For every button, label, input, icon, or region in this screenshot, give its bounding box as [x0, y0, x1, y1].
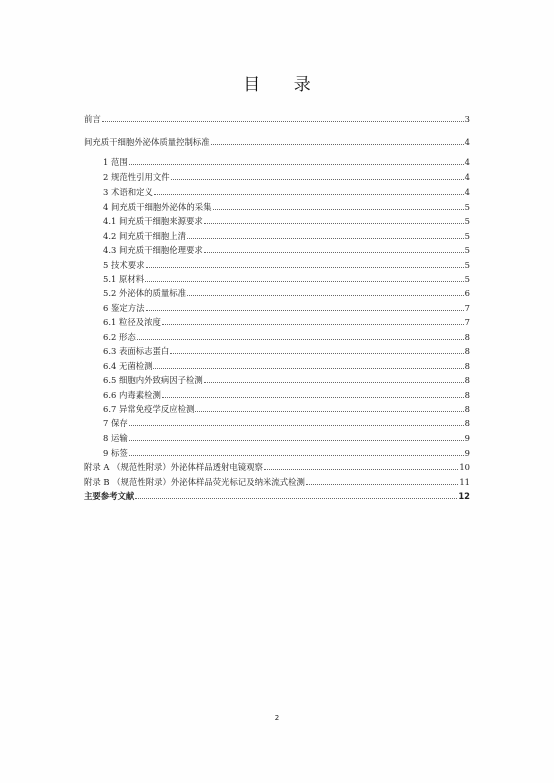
toc-page-number: 3: [464, 114, 470, 124]
toc-entry-preface[interactable]: [84, 112, 470, 125]
toc-page-number: 6: [464, 288, 470, 298]
toc-entry-references[interactable]: [84, 489, 470, 502]
toc-entry-standard[interactable]: [84, 135, 470, 148]
toc-page-number: 4: [464, 172, 470, 182]
toc-entry-6-1[interactable]: [103, 315, 470, 328]
toc-entry-4-2[interactable]: [103, 229, 470, 242]
toc-leader-dots: [154, 194, 464, 195]
toc-entry-appendix-a[interactable]: [84, 460, 470, 473]
toc-leader-dots: [170, 353, 463, 354]
toc-entry-label: 4 间充质干细胞外泌体的采集: [103, 202, 212, 212]
toc-leader-dots: [145, 281, 464, 282]
toc-leader-dots: [171, 179, 464, 180]
toc-entry-label: 前言: [84, 114, 101, 124]
toc-leader-dots: [264, 469, 458, 470]
toc-leader-dots: [204, 223, 464, 224]
toc-entry-label: 2 规范性引用文件: [103, 172, 170, 182]
toc-page-number: 5: [464, 216, 470, 226]
toc-leader-dots: [162, 324, 464, 325]
toc-entry-label: 间充质干细胞外泌体质量控制标准: [84, 137, 210, 147]
toc-entry-6-5[interactable]: [103, 373, 470, 386]
toc-entry-3[interactable]: [103, 185, 470, 198]
toc-page-number: 8: [464, 404, 470, 414]
toc-entry-label: 6.5 细胞内外致病因子检测: [103, 375, 203, 385]
toc-entry-label: 5 技术要求: [103, 260, 145, 270]
toc-entry-label: 7 保存: [103, 418, 128, 428]
toc-page-number: 5: [464, 245, 470, 255]
toc-entry-4-1[interactable]: [103, 214, 470, 227]
toc-leader-dots: [137, 339, 464, 340]
toc-entry-label: 附录 A （规范性附录）外泌体样品透射电镜观察: [84, 462, 263, 472]
toc-leader-dots: [153, 368, 463, 369]
toc-entry-label: 主要参考文献: [84, 491, 135, 501]
toc-entry-label: 4.1 间充质干细胞来源要求: [103, 216, 203, 226]
toc-entry-5[interactable]: [103, 258, 470, 271]
toc-entry-6-6[interactable]: [103, 388, 470, 401]
toc-page-number: 9: [464, 433, 470, 443]
toc-entry-2[interactable]: [103, 170, 470, 183]
toc-leader-dots: [162, 397, 464, 398]
toc-page-number: 7: [464, 317, 470, 327]
toc-entry-5-1[interactable]: [103, 272, 470, 285]
toc-entry-label: 3 术语和定义: [103, 187, 153, 197]
toc-leader-dots: [211, 144, 464, 145]
toc-page-number: 4: [464, 187, 470, 197]
toc-page-number: 8: [464, 418, 470, 428]
toc-leader-dots: [129, 455, 464, 456]
toc-leader-dots: [187, 238, 464, 239]
toc-entry-1[interactable]: [103, 155, 470, 168]
toc-entry-label: 5.1 原材料: [103, 274, 145, 284]
page-title: 目 录: [243, 75, 325, 95]
toc-entry-label: 6.2 形态: [103, 332, 136, 342]
toc-entry-5-2[interactable]: [103, 286, 470, 299]
toc-leader-dots: [306, 484, 458, 485]
toc-entry-7[interactable]: [103, 416, 470, 429]
toc-page-number: 12: [458, 491, 470, 501]
toc-page-number: 5: [464, 274, 470, 284]
toc-entry-label: 6.3 表面标志蛋白: [103, 346, 170, 356]
toc-entry-label: 附录 B （规范性附录）外泌体样品荧光标记及纳米流式检测: [84, 477, 305, 487]
toc-page-number: 5: [464, 260, 470, 270]
toc-entry-8[interactable]: [103, 431, 470, 444]
toc-page-number: 11: [459, 477, 470, 487]
toc-entry-appendix-b[interactable]: [84, 475, 470, 488]
toc-entry-6-2[interactable]: [103, 330, 470, 343]
toc-leader-dots: [204, 252, 464, 253]
toc-leader-dots: [129, 425, 464, 426]
toc-entry-label: 6.7 异常免疫学反应检测: [103, 404, 195, 414]
toc-page-number: 8: [464, 361, 470, 371]
toc-entry-6-4[interactable]: [103, 359, 470, 372]
toc-entry-label: 1 范围: [103, 157, 128, 167]
toc-page-number: 5: [464, 202, 470, 212]
toc-page-number: 8: [464, 390, 470, 400]
toc-leader-dots: [129, 440, 464, 441]
toc-leader-dots: [135, 498, 457, 499]
toc-entry-4-3[interactable]: [103, 243, 470, 256]
toc-entry-6-3[interactable]: [103, 344, 470, 357]
toc-leader-dots: [146, 267, 464, 268]
toc-entry-label: 6.4 无菌检测: [103, 361, 153, 371]
toc-entry-label: 8 运输: [103, 433, 128, 443]
toc-page-number: 8: [464, 346, 470, 356]
toc-entry-label: 4.3 间充质干细胞伦理要求: [103, 245, 203, 255]
toc-leader-dots: [195, 411, 463, 412]
toc-page-number: 7: [464, 303, 470, 313]
toc-entry-label: 6.1 粒径及浓度: [103, 317, 161, 327]
toc-leader-dots: [213, 209, 464, 210]
toc-page-number: 5: [464, 231, 470, 241]
toc-leader-dots: [129, 164, 464, 165]
page-number: 2: [274, 714, 280, 722]
toc-entry-label: 6 鉴定方法: [103, 303, 145, 313]
toc-leader-dots: [146, 310, 464, 311]
toc-entry-9[interactable]: [103, 446, 470, 459]
toc-entry-4[interactable]: [103, 200, 470, 213]
toc-page-number: 9: [464, 448, 470, 458]
toc-leader-dots: [187, 295, 464, 296]
toc-entry-label: 9 标签: [103, 448, 128, 458]
toc-page-number: 8: [464, 332, 470, 342]
toc-page-number: 8: [464, 375, 470, 385]
toc-entry-6[interactable]: [103, 301, 470, 314]
toc-leader-dots: [204, 382, 464, 383]
toc-entry-6-7[interactable]: [103, 402, 470, 415]
toc-leader-dots: [102, 121, 464, 122]
toc-page-number: 10: [459, 462, 470, 472]
toc-entry-label: 5.2 外泌体的质量标准: [103, 288, 186, 298]
toc-entry-label: 6.6 内毒素检测: [103, 390, 161, 400]
toc-entry-label: 4.2 间充质干细胞上清: [103, 231, 186, 241]
toc-page-number: 4: [464, 157, 470, 167]
toc-page-number: 4: [464, 137, 470, 147]
